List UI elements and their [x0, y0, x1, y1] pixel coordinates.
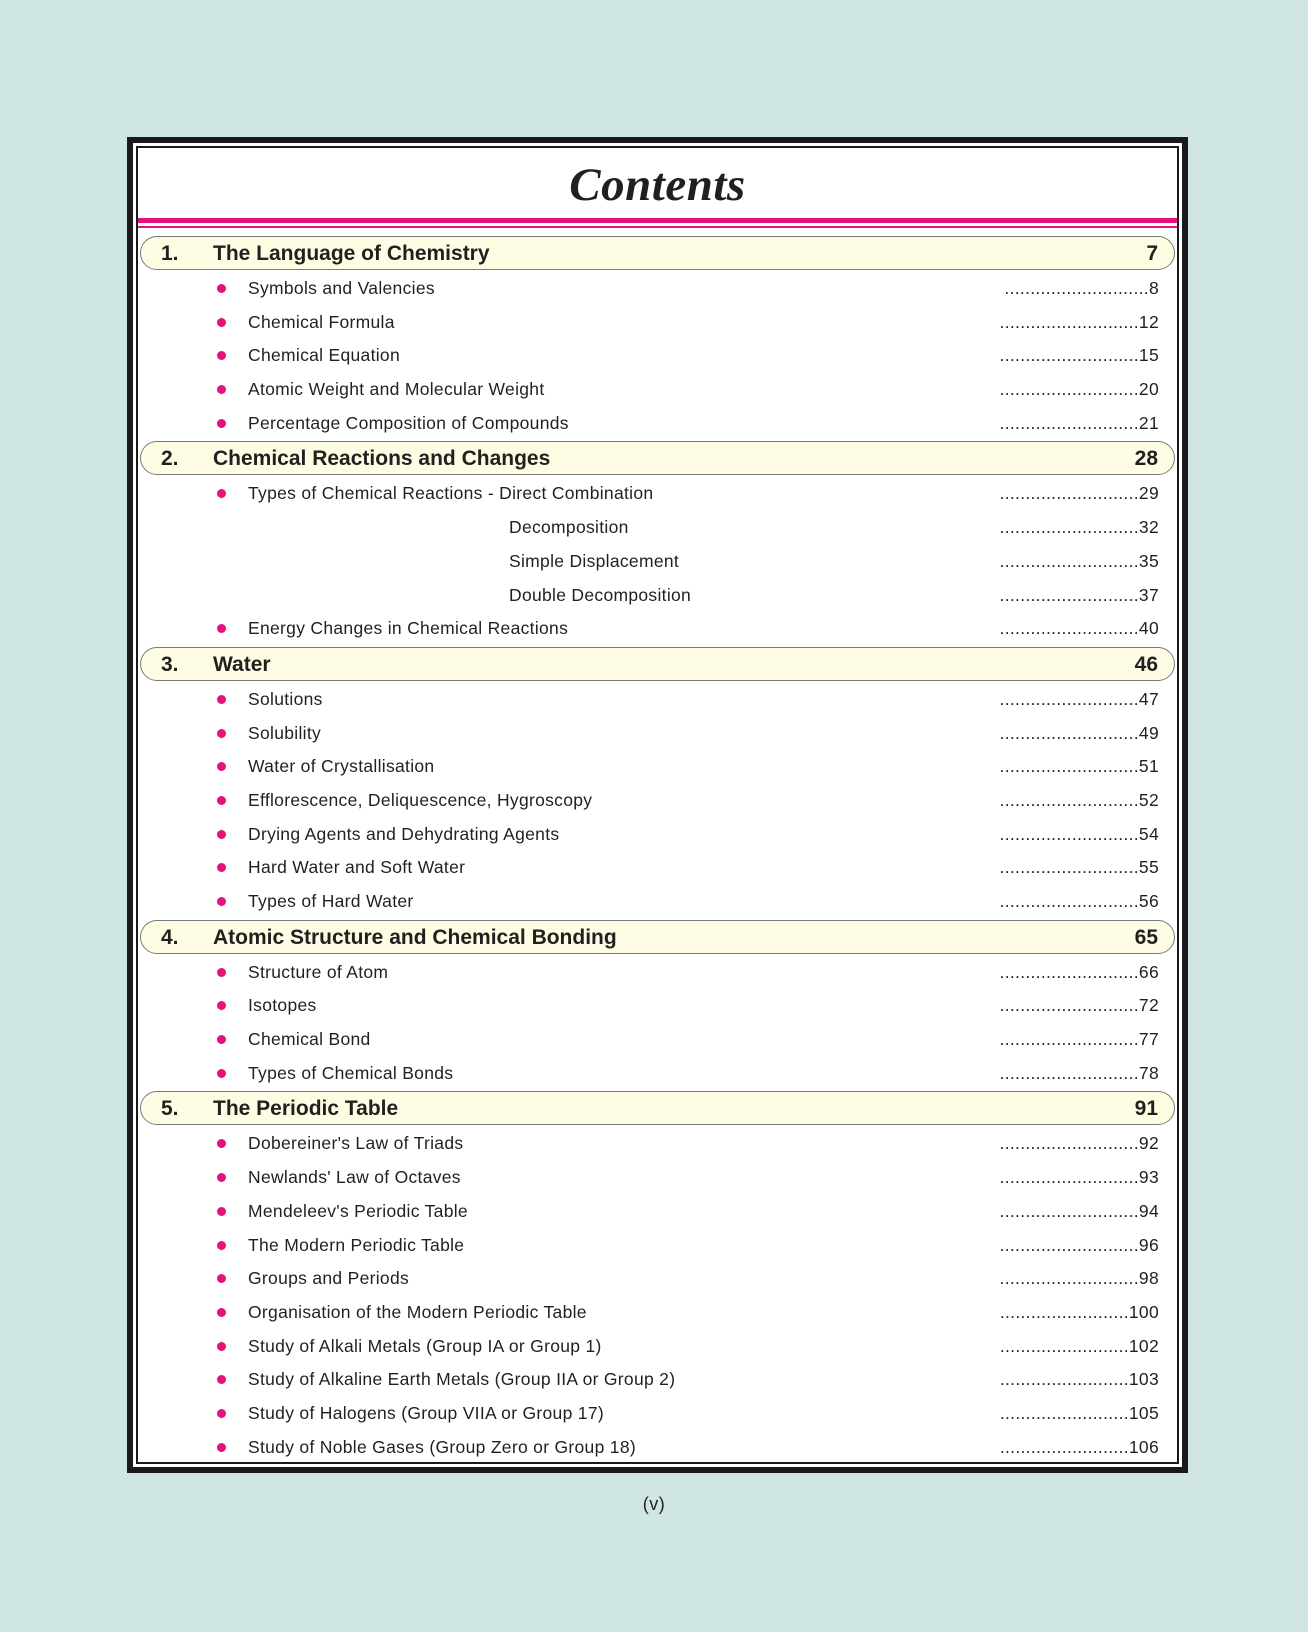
topic-title: Drying Agents and Dehydrating Agents — [248, 823, 560, 844]
topic-page: ...........................37 — [999, 584, 1159, 605]
bullet-icon — [217, 318, 226, 327]
chapter-heading[interactable] — [140, 920, 1175, 954]
chapter-page: 91 — [1134, 1097, 1158, 1121]
topic-page: ...........................29 — [999, 483, 1159, 504]
topic-title: Percentage Composition of Compounds — [248, 412, 569, 433]
topic-title: Energy Changes in Chemical Reactions — [248, 618, 569, 639]
topic-page: ...........................78 — [999, 1062, 1159, 1083]
topic-page: .........................106 — [999, 1436, 1159, 1457]
chapter-number: 5. — [161, 1097, 179, 1121]
topic-title: Atomic Weight and Molecular Weight — [248, 379, 545, 400]
topic-page: ...........................94 — [999, 1200, 1159, 1221]
bullet-icon — [217, 1241, 226, 1250]
topic-page: .........................102 — [999, 1335, 1159, 1356]
topic-page: ...........................93 — [999, 1167, 1159, 1188]
topic-item[interactable] — [138, 337, 1177, 371]
bullet-icon — [217, 695, 226, 704]
divider-thin-line — [138, 226, 1177, 228]
topic-page: ...........................32 — [999, 517, 1159, 538]
bullet-icon — [217, 830, 226, 839]
topic-title: Types of Chemical Reactions - Direct Combination — [248, 483, 654, 504]
topic-title: Newlands' Law of Octaves — [248, 1167, 461, 1188]
topic-title: Simple Displacement — [509, 550, 680, 571]
topic-item[interactable] — [138, 1055, 1177, 1089]
page-number: (v) — [642, 1494, 666, 1514]
chapter-number: 2. — [161, 447, 179, 471]
topic-page: ...........................35 — [999, 550, 1159, 571]
topic-page: ...........................72 — [999, 995, 1159, 1016]
contents-list — [138, 233, 1177, 1462]
topic-title: Isotopes — [248, 995, 317, 1016]
topic-page: ...........................12 — [999, 311, 1159, 332]
topic-item[interactable] — [138, 1361, 1177, 1395]
chapter-title: Atomic Structure and Chemical Bonding — [213, 925, 617, 949]
topic-title: Structure of Atom — [248, 961, 389, 982]
bullet-icon — [217, 1207, 226, 1216]
contents-frame — [127, 137, 1188, 1473]
topic-page: ...........................21 — [999, 412, 1159, 433]
subtopic-item[interactable] — [138, 577, 1177, 611]
topic-item[interactable] — [138, 782, 1177, 816]
chapter-title: The Language of Chemistry — [213, 242, 490, 265]
bullet-icon — [217, 729, 226, 738]
title-divider — [138, 218, 1177, 229]
bullet-icon — [217, 968, 226, 977]
bullet-icon — [217, 1274, 226, 1283]
topic-item[interactable] — [138, 748, 1177, 782]
subtopic-item[interactable] — [138, 509, 1177, 543]
topic-page: .........................103 — [999, 1369, 1159, 1390]
topic-item[interactable] — [138, 1294, 1177, 1328]
chapter-title: Chemical Reactions and Changes — [213, 447, 551, 471]
chapter-number: 1. — [161, 242, 179, 265]
bullet-icon — [217, 489, 226, 498]
contents-inner-border — [136, 146, 1179, 1464]
topic-page: ...........................52 — [999, 789, 1159, 810]
topic-item[interactable] — [138, 715, 1177, 749]
chapter-title: Water — [213, 652, 271, 676]
topic-title: Double Decomposition — [509, 584, 692, 605]
topic-item[interactable] — [138, 816, 1177, 850]
topic-item[interactable] — [138, 1227, 1177, 1261]
topic-title: Water of Crystallisation — [248, 756, 435, 777]
bullet-icon — [217, 1069, 226, 1078]
chapter-page: 7 — [1146, 242, 1158, 265]
topic-item[interactable] — [138, 1193, 1177, 1227]
bullet-icon — [217, 624, 226, 633]
topic-page: ...........................92 — [999, 1133, 1159, 1154]
topic-item[interactable] — [138, 954, 1177, 988]
topic-title: Types of Hard Water — [248, 891, 414, 911]
topic-page: ...........................77 — [999, 1029, 1159, 1050]
page-title: Contents — [569, 159, 746, 211]
topic-title: Chemical Bond — [248, 1029, 371, 1050]
topic-page: ...........................66 — [999, 961, 1159, 982]
bullet-icon — [217, 1409, 226, 1418]
topic-page: .........................105 — [999, 1402, 1159, 1423]
topic-title: Types of Chemical Bonds — [248, 1062, 454, 1083]
topic-page: ...........................47 — [999, 688, 1159, 709]
bullet-icon — [217, 1308, 226, 1317]
chapter-heading[interactable] — [140, 1091, 1175, 1125]
chapter-number: 3. — [161, 652, 179, 676]
bullet-icon — [217, 385, 226, 394]
topic-item[interactable] — [138, 681, 1177, 715]
topic-title: Study of Noble Gases (Group Zero or Group 18) — [248, 1436, 636, 1457]
divider-thick-line — [138, 218, 1177, 223]
topic-page: ...........................98 — [999, 1268, 1159, 1289]
topic-item[interactable] — [138, 475, 1177, 509]
chapter-page: 28 — [1134, 447, 1158, 471]
topic-item[interactable] — [138, 1429, 1177, 1463]
topic-title: Hard Water and Soft Water — [248, 857, 466, 878]
topic-title: Dobereiner's Law of Triads — [248, 1133, 464, 1154]
bullet-icon — [217, 351, 226, 360]
topic-title: Study of Alkaline Earth Metals (Group IIA or Group 2) — [248, 1369, 676, 1390]
bullet-icon — [217, 863, 226, 872]
topic-title: Groups and Periods — [248, 1268, 410, 1289]
chapter-title: The Periodic Table — [213, 1097, 399, 1121]
topic-item[interactable] — [138, 371, 1177, 405]
bullet-icon — [217, 419, 226, 428]
topic-page: ...........................56 — [999, 891, 1159, 911]
topic-title: Decomposition — [509, 517, 629, 538]
bullet-icon — [217, 796, 226, 805]
chapter-heading[interactable] — [140, 236, 1175, 270]
topic-title: Organisation of the Modern Periodic Table — [248, 1301, 587, 1322]
bullet-icon — [217, 1375, 226, 1384]
topic-item[interactable] — [138, 304, 1177, 338]
chapter-page: 65 — [1134, 925, 1158, 949]
bullet-icon — [217, 1001, 226, 1010]
topic-title: Solutions — [248, 688, 323, 709]
bullet-icon — [217, 1139, 226, 1148]
topic-item[interactable] — [138, 849, 1177, 883]
topic-item[interactable] — [138, 1260, 1177, 1294]
topic-page: ...........................96 — [999, 1234, 1159, 1255]
bullet-icon — [217, 1342, 226, 1351]
topic-page: ............................8 — [1004, 278, 1159, 298]
topic-item[interactable] — [138, 883, 1177, 917]
topic-title: Symbols and Valencies — [248, 278, 435, 298]
topic-page: ...........................15 — [999, 345, 1159, 366]
topic-page: ...........................54 — [999, 823, 1159, 844]
topic-page: ...........................20 — [999, 379, 1159, 400]
topic-item[interactable] — [138, 405, 1177, 439]
bullet-icon — [217, 897, 226, 906]
topic-title: Mendeleev's Periodic Table — [248, 1200, 468, 1221]
topic-page: ...........................40 — [999, 618, 1159, 639]
topic-title: Study of Halogens (Group VIIA or Group 17) — [248, 1402, 604, 1423]
topic-title: Solubility — [248, 722, 322, 743]
topic-title: Study of Alkali Metals (Group IA or Group 1) — [248, 1335, 602, 1356]
chapter-page: 46 — [1134, 652, 1158, 676]
topic-item[interactable] — [138, 270, 1177, 304]
topic-page: ...........................55 — [999, 857, 1159, 878]
topic-title: The Modern Periodic Table — [248, 1234, 465, 1255]
chapter-number: 4. — [161, 925, 179, 949]
topic-item[interactable] — [138, 1021, 1177, 1055]
topic-item[interactable] — [138, 1395, 1177, 1429]
topic-item[interactable] — [138, 1125, 1177, 1159]
topic-page: ...........................51 — [999, 756, 1159, 777]
bullet-icon — [217, 1443, 226, 1452]
topic-item[interactable] — [138, 987, 1177, 1021]
chapter-heading[interactable] — [140, 441, 1175, 475]
subtopic-item[interactable] — [138, 543, 1177, 577]
topic-item[interactable] — [138, 610, 1177, 644]
topic-title: Chemical Formula — [248, 311, 395, 332]
chapter-heading[interactable] — [140, 647, 1175, 681]
bullet-icon — [217, 1173, 226, 1182]
topic-title: Efflorescence, Deliquescence, Hygroscopy — [248, 789, 593, 810]
topic-page: .........................100 — [999, 1301, 1159, 1322]
topic-item[interactable] — [138, 1159, 1177, 1193]
topic-item[interactable] — [138, 1328, 1177, 1362]
topic-title: Chemical Equation — [248, 345, 400, 366]
bullet-icon — [217, 284, 226, 293]
bullet-icon — [217, 1035, 226, 1044]
topic-page: ...........................49 — [999, 722, 1159, 743]
bullet-icon — [217, 762, 226, 771]
